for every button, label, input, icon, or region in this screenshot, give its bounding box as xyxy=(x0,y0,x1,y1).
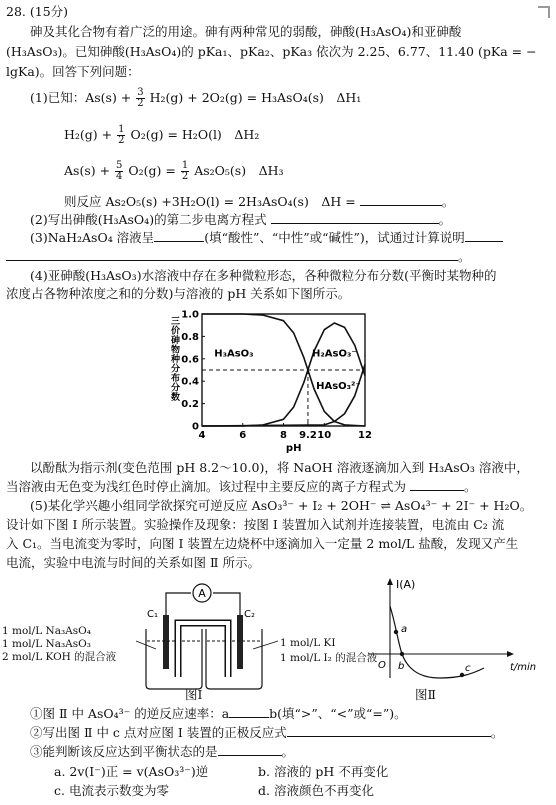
eq3-frac2-den: 2 xyxy=(181,171,189,182)
wire-left xyxy=(166,593,191,615)
salt-bridge xyxy=(178,623,228,677)
fig2-label-a: a xyxy=(401,624,408,635)
x-tick-label: 8 xyxy=(280,430,287,441)
answer-blank-equilibrium[interactable] xyxy=(218,743,282,756)
fig2-x-arrow xyxy=(507,651,514,657)
fig2-label-b: b xyxy=(398,661,405,672)
fig2-point-b xyxy=(400,652,404,656)
x-tick-label: 12 xyxy=(358,430,372,441)
part5-q3-end: 。 xyxy=(281,744,295,759)
electrode-c1 xyxy=(163,615,169,669)
x-tick-label: 9.2 xyxy=(299,430,317,441)
part5-q3 xyxy=(30,743,294,761)
wire-right xyxy=(213,593,240,615)
part4-after2 xyxy=(6,478,477,496)
left-beaker xyxy=(146,629,202,689)
fig2-label-c: c xyxy=(465,663,471,674)
y-tick-label: 1.0 xyxy=(181,309,199,321)
y-tick-label: 0.8 xyxy=(181,331,199,343)
series-line-1 xyxy=(202,323,365,426)
figure2-current-graph xyxy=(360,574,550,686)
part5-q2-end: 。 xyxy=(490,725,504,740)
right-solution-line-2: 1 mol/L I₂ 的混合液 xyxy=(280,652,378,664)
part4-line2: 浓度占各物种浓度之和的分数)与溶液的 pH 关系如下图所示。 xyxy=(6,286,351,301)
eq3-right: As₂O₅(s) ΔH₃ xyxy=(194,163,284,178)
part5-q2 xyxy=(30,724,503,742)
eq2-fraction xyxy=(117,125,125,146)
part2 xyxy=(30,211,451,229)
part5-q1 xyxy=(30,705,407,723)
part5-q2-text: ②写出图 Ⅱ 中 c 点对应图 Ⅰ 装置的正极反应式 xyxy=(30,725,287,740)
eq1-frac-den: 2 xyxy=(137,98,144,109)
part5-line4: 电流，实验中电流与时间的关系如图 Ⅱ 所示。 xyxy=(6,555,260,570)
part2-text: (2)写出砷酸(H₃AsO₄)的第二步电离方程式 xyxy=(30,212,267,227)
part5-q1-text: ①图 Ⅱ 中 AsO₄³⁻ 的逆反应速率：a xyxy=(30,706,230,721)
series-line-2 xyxy=(202,364,365,426)
eq2-frac-den: 2 xyxy=(118,135,125,146)
eq1-right: H₂(g) + 2O₂(g) = H₃AsO₄(s) ΔH₁ xyxy=(149,90,362,105)
figure1-caption: 图Ⅰ xyxy=(185,687,203,702)
fig2-xlabel: t/min xyxy=(510,662,537,673)
part4-after2-end: 。 xyxy=(464,479,477,494)
eq3-fraction xyxy=(115,161,123,182)
eq3-left: As(s) + xyxy=(64,163,111,178)
part4-line1: (4)亚砷酸(H₃AsO₃)水溶液中存在多种微粒形态，各种微粒分布分数(平衡时某物种的 xyxy=(30,268,497,283)
part1-label: (1)已知： xyxy=(30,90,86,105)
option-a[interactable]: a. 2v(I⁻)正 = v(AsO₃³⁻)逆 xyxy=(54,764,209,779)
right-beaker xyxy=(206,629,262,689)
part5-line3: 入 C₁。当电流变为零时，向图 Ⅰ 装置左边烧杯中逐滴加入一定量 2 mol/L 盐酸，发现又产生 xyxy=(6,536,519,551)
fig2-y-arrow xyxy=(387,578,393,585)
eq3-fraction-2 xyxy=(181,161,189,182)
part3-text2: (填“酸性”、“中性”或“碱性”)，试通过计算说明 xyxy=(204,230,465,245)
distribution-chart xyxy=(160,306,380,454)
eq2-left: H₂(g) + xyxy=(64,127,113,142)
answer-blank-explain[interactable] xyxy=(465,229,503,242)
part3-end: 。 xyxy=(458,249,471,264)
part1-eq1 xyxy=(30,88,361,109)
answer-blank-cathode[interactable] xyxy=(287,724,491,737)
part2-end: 。 xyxy=(438,212,452,227)
right-pointer xyxy=(253,641,278,649)
x-tick-label: 6 xyxy=(239,430,247,441)
left-solution-line-2: 1 mol/L Na₃AsO₃ xyxy=(2,638,91,650)
y-tick-label: 0.4 xyxy=(181,376,199,388)
part3-line2 xyxy=(6,248,471,266)
answer-blank-ionization[interactable] xyxy=(271,211,439,224)
part1-eq2 xyxy=(64,125,259,146)
left-solution-line-1: 1 mol/L Na₃AsO₄ xyxy=(2,625,91,637)
option-d[interactable]: d. 溶液颜色不再变化 xyxy=(258,783,374,798)
option-c[interactable]: c. 电流表示数变为零 xyxy=(54,783,169,798)
fig2-origin: O xyxy=(378,660,386,671)
x-tick-label: 10 xyxy=(317,430,332,441)
answer-blank-ionic-eq[interactable] xyxy=(410,478,464,491)
fig2-point-c xyxy=(460,673,464,677)
y-axis-label: 三价砷物种分布分数 xyxy=(169,316,179,402)
eq3-mid: O₂(g) = xyxy=(128,163,176,178)
eq2-frac-num: 1 xyxy=(118,124,125,135)
electrode-c2-label: C₂ xyxy=(244,609,255,620)
right-solution-line-1: 1 mol/L KI xyxy=(280,637,336,649)
corner-mark xyxy=(538,6,550,18)
label-h3aso3: H₃AsO₃ xyxy=(214,348,254,360)
label-h2aso3: H₂AsO₃⁻ xyxy=(312,348,357,360)
y-tick-label: 0.2 xyxy=(181,399,199,411)
part1-reaction xyxy=(64,193,454,211)
electrode-c2 xyxy=(237,615,243,669)
answer-blank-explain-2[interactable] xyxy=(6,248,458,261)
left-solution-label xyxy=(2,625,116,664)
question-score: (15分) xyxy=(29,4,69,19)
part4-after1: 以酚酞为指示剂(变色范围 pH 8.2～10.0)，将 NaOH 溶液逐滴加入到 H₃AsO₃ 溶液中， xyxy=(30,460,529,475)
salt-bridge-inner xyxy=(178,623,228,677)
y-tick-label: 0.6 xyxy=(181,354,199,366)
x-axis-label: pH xyxy=(285,443,302,454)
eq1-frac-num: 3 xyxy=(137,87,144,98)
intro-line-3: lgKa)。回答下列问题： xyxy=(6,64,140,79)
ammeter-label: A xyxy=(198,587,206,600)
question-number: 28. xyxy=(6,4,26,19)
reaction-text: 则反应 As₂O₅(s) +3H₂O(l) = 2H₃AsO₄(s) ΔH = xyxy=(64,194,356,209)
part5-line2: 设计如下图 Ⅰ 所示装置。实验操作及现象：按图 Ⅰ 装置加入试剂并连接装置，电流由 C₂ 流 xyxy=(6,517,505,532)
eq2-right: O₂(g) = H₂O(l) ΔH₂ xyxy=(130,127,260,142)
eq3-frac2-num: 1 xyxy=(181,160,189,171)
figure2-caption: 图Ⅱ xyxy=(415,687,436,702)
reaction-end: 。 xyxy=(441,194,455,209)
answer-blank-dh[interactable] xyxy=(360,193,442,206)
eq1-left: As(s) + xyxy=(85,90,132,105)
part1-eq3 xyxy=(64,161,284,182)
x-tick-label: 4 xyxy=(198,430,206,441)
part5-q3-text: ③能判断该反应达到平衡状态的是 xyxy=(30,744,218,759)
intro-line-2: (H₃AsO₃)。已知砷酸(H₃AsO₄)的 pKa₁、pKa₂、pKa₃ 依次为 2.25、6.77、11.40 (pKa = − xyxy=(6,44,537,59)
part3 xyxy=(30,229,503,247)
electrode-c1-label: C₁ xyxy=(147,609,158,620)
fig2-ylabel: I(A) xyxy=(396,578,416,591)
y-tick-label: 0 xyxy=(192,421,199,433)
left-solution-line-3: 2 mol/L KOH 的混合液 xyxy=(2,651,117,663)
fig2-point-a xyxy=(394,630,398,634)
eq1-fraction xyxy=(136,88,144,109)
part3-text: (3)NaH₂AsO₄ 溶液呈 xyxy=(30,230,155,245)
eq3-frac-num: 5 xyxy=(116,160,123,171)
question-header xyxy=(6,3,68,21)
part5-q1-end: b(填“>”、“<”或“=”)。 xyxy=(269,706,407,721)
eq3-frac-den: 4 xyxy=(116,171,123,182)
intro-line-1: 砷及其化合物有着广泛的用途。砷有两种常见的弱酸，砷酸(H₃AsO₄)和亚砷酸 xyxy=(30,24,462,39)
part5-line1: (5)某化学兴趣小组同学欲探究可逆反应 AsO₃³⁻ + I₂ + 2OH⁻ ⇌ AsO₄³⁻ + 2I⁻ + H₂O。 xyxy=(30,498,533,513)
label-haso3: HAsO₃²⁻ xyxy=(316,381,361,393)
answer-blank-rate[interactable] xyxy=(229,705,269,718)
option-b[interactable]: b. 溶液的 pH 不再变化 xyxy=(258,764,389,779)
part4-after2-text: 当溶液由无色变为浅红色时停止滴加。该过程中主要反应的离子方程式为 xyxy=(6,479,407,494)
answer-blank-acidity[interactable] xyxy=(154,229,204,242)
